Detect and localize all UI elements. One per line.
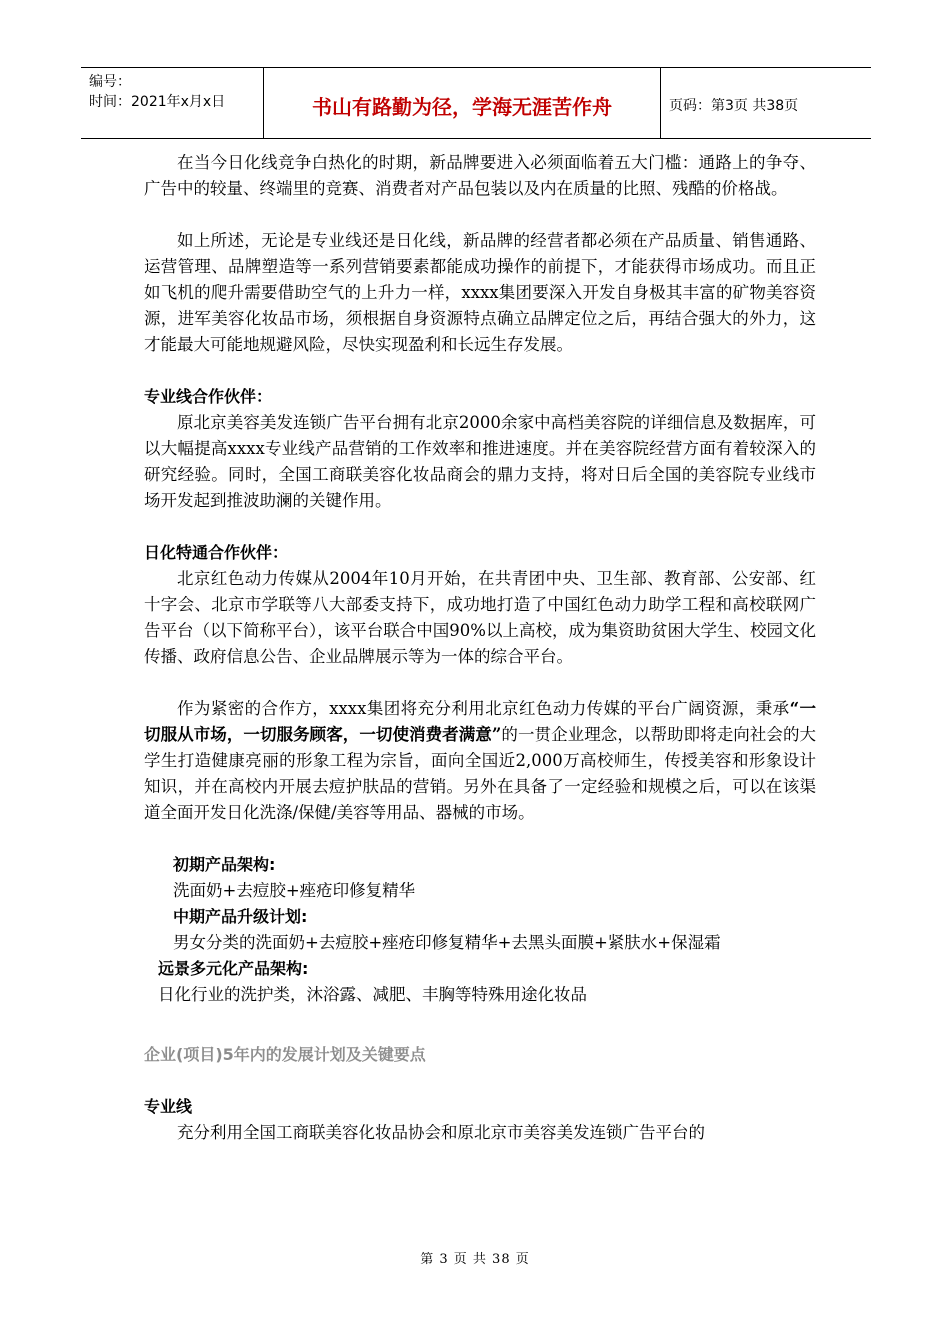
mid-product-label: 中期产品升级计划: — [173, 907, 308, 926]
cooperation-text-b: 的一贯企业理念，以帮助即将走向社会的大学生打造健康亮丽的形象工程为宗旨，面向全国近2,000万高校师生，传授美容和形象设计知识，并在高校内开展去痘护肤品的营销。另外在具备了一定经验和规模之后，可以在该渠道全面开发日化洗涤/保健/美容等用品、器械的市场。 — [144, 725, 816, 822]
section-subtitle: 专业线 — [144, 1097, 193, 1116]
paragraph-summary: 如上所述，无论是专业线还是日化线，新品牌的经营者都必须在产品质量、销售通路、运营管理、品牌塑造等一系列营销要素都能成功操作的前提下，才能获得市场成功。而且正如飞机的爬升需要借助空气的上升力一样，xxxx集团要深入开发自身极其丰富的矿物美容资源，进军美容化妆品市场，须根据自身资源特点确立品牌定位之后，再结合强大的外力，这才能最大可能地规避风险，尽快实现盈利和长远生存发展。 — [144, 231, 816, 354]
document-body — [144, 150, 816, 1146]
paragraph-cooperation — [144, 696, 816, 826]
initial-product-value: 洗面奶+去痘胶+痤疮印修复精华 — [173, 881, 416, 900]
heading-pro-partner: 专业线合作伙伴： — [144, 387, 273, 406]
heading-daily-partner: 日化特通合作伙伴： — [144, 543, 289, 562]
future-product-label: 远景多元化产品架构: — [158, 959, 309, 978]
number-label: 编号： — [89, 74, 131, 90]
paragraph-pro-partner: 原北京美容美发连锁广告平台拥有北京2000余家中高档美容院的详细信息及数据库，可以大幅提高xxxx专业线产品营销的工作效率和推进速度。并在美容院经营方面有着较深入的研究经验。同时，全国工商联美容化妆品商会的鼎力支持，将对日后全国的美容院专业线市场开发起到推波助澜的关键作用。 — [144, 413, 816, 510]
cooperation-slogan: “一切服从市场，一切服务顾客，一切使消费者满意” — [144, 699, 816, 744]
header-motto: 书山有路勤为径，学海无涯苦作舟 — [264, 68, 661, 138]
cooperation-text-a: 作为紧密的合作方，xxxx集团将充分利用北京红色动力传媒的平台广阔资源，秉承 — [177, 699, 790, 718]
date-label: 时间：2021年x月x日 — [89, 94, 226, 110]
header-meta — [81, 68, 264, 138]
initial-product-label: 初期产品架构: — [173, 855, 276, 874]
mid-product-value: 男女分类的洗面奶+去痘胶+痤疮印修复精华+去黑头面膜+紧肤水+保湿霜 — [173, 933, 721, 952]
header-page-info: 页码：第3页 共38页 — [669, 98, 799, 114]
page-footer: 第 3 页 共 38 页 — [420, 1252, 530, 1267]
paragraph-section: 充分利用全国工商联美容化妆品协会和原北京市美容美发连锁广告平台的 — [177, 1123, 705, 1142]
section-title: 企业(项目)5年内的发展计划及关键要点 — [144, 1045, 426, 1064]
future-product-value: 日化行业的洗护类，沐浴露、减肥、丰胸等特殊用途化妆品 — [158, 985, 587, 1004]
paragraph-daily-partner: 北京红色动力传媒从2004年10月开始，在共青团中央、卫生部、教育部、公安部、红十字会、北京市学联等八大部委支持下，成功地打造了中国红色动力助学工程和高校联网广告平台（以下简称平台），该平台联合中国90%以上高校，成为集资助贫困大学生、校园文化传播、政府信息公告、企业品牌展示等为一体的综合平台。 — [144, 569, 816, 666]
page-header — [81, 67, 871, 139]
paragraph-intro: 在当今日化线竞争白热化的时期，新品牌要进入必须面临着五大门槛：通路上的争夺、广告中的较量、终端里的竞赛、消费者对产品包装以及内在质量的比照、残酷的价格战。 — [144, 153, 816, 198]
